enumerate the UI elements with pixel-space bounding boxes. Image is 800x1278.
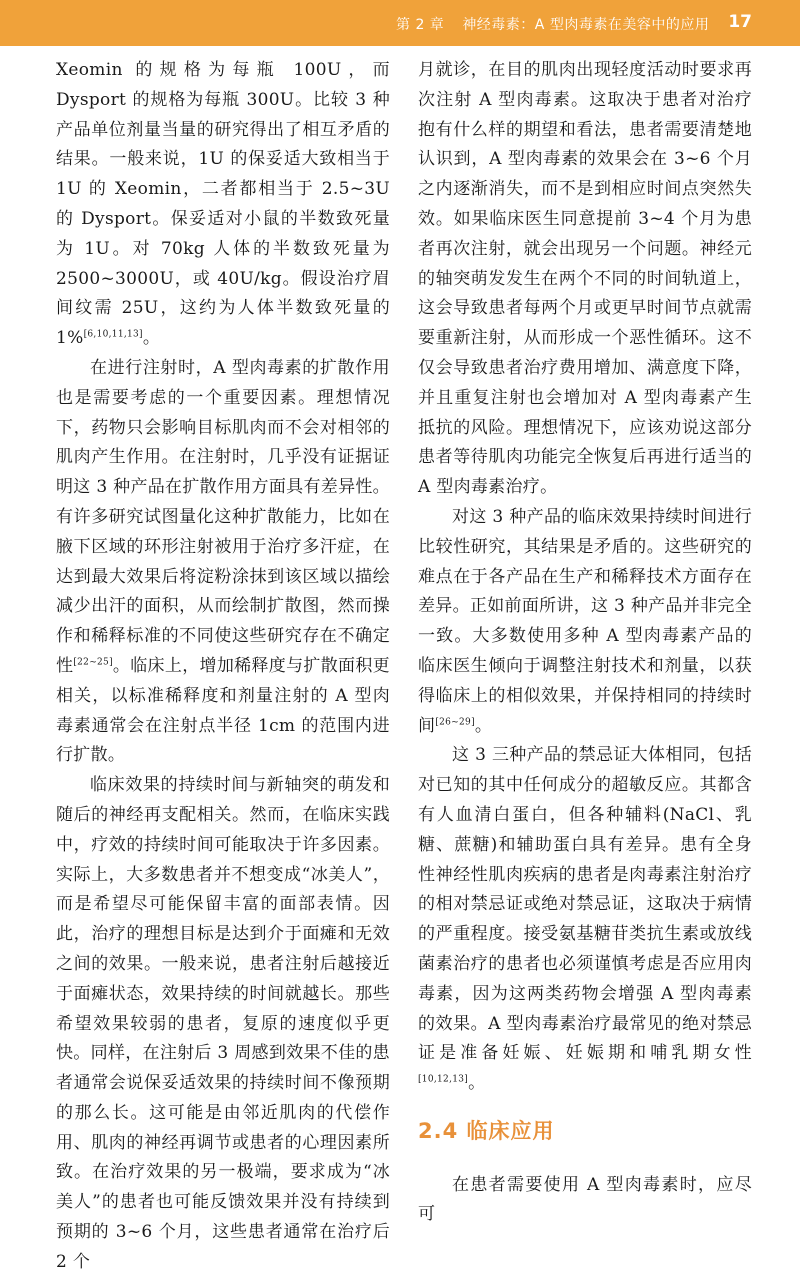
chapter-label: 第 2 章 bbox=[396, 17, 445, 33]
chapter-title: 神经毒素：A 型肉毒素在美容中的应用 bbox=[462, 17, 710, 33]
paragraph-reinjection: 月就诊，在目的肌肉出现轻度活动时要求再次注射 A 型肉毒素。这取决于患者对治疗抱有什么样的期望和看法，患者需要清楚地认识到，A 型肉毒素的效果会在 3~6 个月之内逐渐消失，而不是到相应时间点突然失效。如果临床医生同意提前 3~4 个月为患者再次注射，就会出现另一个问题。神经元的轴突萌发发生在两个不同的时间轨道上，这会导致患者每两个月或更早时间节点就需要重新注射，从而形成一个恶性循环。这不仅会导致患者治疗费用增加、满意度下降，并且重复注射也会增加对 A 型肉毒素产生抵抗的风险。理想情况下，应该劝说这部分患者等待肌肉功能完全恢复后再进行适当的 A 型肉毒素治疗。 bbox=[418, 60, 752, 498]
paragraph-duration: 临床效果的持续时间与新轴突的萌发和随后的神经再支配相关。然而，在临床实践中，疗效的持续时间可能取决于许多因素。实际上，大多数患者并不想变成“冰美人”，而是希望尽可能保留丰富的面部表情。因此，治疗的理想目标是达到介于面瘫和无效之间的效果。一般来说，患者注射后越接近于面瘫状态，效果持续的时间就越长。那些希望效果较弱的患者，复原的速度似乎更快。同样，在注射后 3 周感到效果不佳的患者通常会说保妥适效果的持续时间不像预期的那么长。这可能是由邻近肌肉的代偿作用、肌肉的神经再调节或患者的心理因素所致。在治疗效果的另一极端，要求成为“冰美人”的患者也可能反馈效果并没有持续到预期的 3~6 个月，这些患者通常在治疗后 2 个 bbox=[56, 775, 390, 1272]
paragraph-text: 这 3 三种产品的禁忌证大体相同，包括对已知的其中任何成分的超敏反应。其都含有人血清白蛋白，但各种辅料(NaCl、乳糖、蔗糖)和辅助蛋白具有差异。患有全身性神经性肌肉疾病的患者是肉毒素注射治疗的相对禁忌证或绝对禁忌证，这取决于病情的严重程度。接受氨基糖苷类抗生素或放线菌素治疗的患者也必须谨慎考虑是否应用肉毒素，因为这两类药物会增强 A 型肉毒素的效果。A 型肉毒素治疗最常见的绝对禁忌证是准备妊娠、妊娠期和哺乳期女性 bbox=[418, 745, 752, 1064]
paragraph-specifications bbox=[56, 56, 390, 354]
citation: [10,12,13] bbox=[418, 1074, 469, 1085]
running-header-text bbox=[396, 14, 709, 34]
paragraph-text-end: 。临床上，增加稀释度与扩散面积更相关，以标准稀释度和剂量注射的 A 型肉毒素通常会在注射点半径 1cm 的范围内进行扩散。 bbox=[56, 655, 390, 766]
section-heading: 2.4 临床应用 bbox=[418, 1118, 555, 1143]
citation: [6,10,11,13] bbox=[83, 329, 143, 340]
left-column bbox=[56, 56, 390, 1278]
paragraph-text-end: 。 bbox=[142, 328, 161, 349]
paragraph-contraindications bbox=[418, 741, 752, 1099]
paragraph-text: 在进行注射时，A 型肉毒素的扩散作用也是需要考虑的一个重要因素。理想情况下，药物只会影响目标肌肉而不会对相邻的肌肉产生作用。在注射时，几乎没有证据证明这 3 种产品在扩散作用方面具有差异性。有许多研究试图量化这种扩散能力，比如在腋下区域的环形注射被用于治疗多汗症，在达到最大效果后将淀粉涂抹到该区域以描绘减少出汗的面积，从而绘制扩散图，然而操作和稀释标准的不同使这些研究存在不确定性 bbox=[56, 357, 390, 676]
paragraph-text-end: 。 bbox=[474, 715, 493, 736]
paragraph-comparison bbox=[418, 503, 752, 741]
page-number: 17 bbox=[728, 12, 752, 32]
paragraph-text: 对这 3 种产品的临床效果持续时间进行比较性研究，其结果是矛盾的。这些研究的难点在于各产品在生产和稀释技术方面存在差异。正如前面所讲，这 3 种产品并非完全一致。大多数使用多种 A 型肉毒素产品的临床医生倾向于调整注射技术和剂量，以获得临床上的相似效果，并保持相同的持续时间 bbox=[418, 506, 752, 736]
paragraph-text-end: 。 bbox=[468, 1073, 486, 1094]
citation: [26~29] bbox=[435, 716, 475, 727]
paragraph-clinical-application: 在患者需要使用 A 型肉毒素时，应尽可 bbox=[418, 1174, 752, 1225]
citation: [22~25] bbox=[73, 657, 113, 668]
paragraph-diffusion bbox=[56, 354, 390, 771]
running-header bbox=[0, 0, 800, 46]
right-column bbox=[418, 56, 752, 1230]
paragraph-text: Xeomin 的规格为每瓶 100U，而 Dysport 的规格为每瓶 300U。比较 3 种产品单位剂量当量的研究得出了相互矛盾的结果。一般来说，1U 的保妥适大致相当于 1U 的 Xeomin，二者都相当于 2.5~3U 的 Dysport。保妥适对小鼠的半数致死量为 1U。对 70kg 人体的半数致死量为 2500~3000U，或 40U/kg。假设治疗眉间纹需 25U，这约为人体半数致死量的 1% bbox=[56, 60, 390, 349]
